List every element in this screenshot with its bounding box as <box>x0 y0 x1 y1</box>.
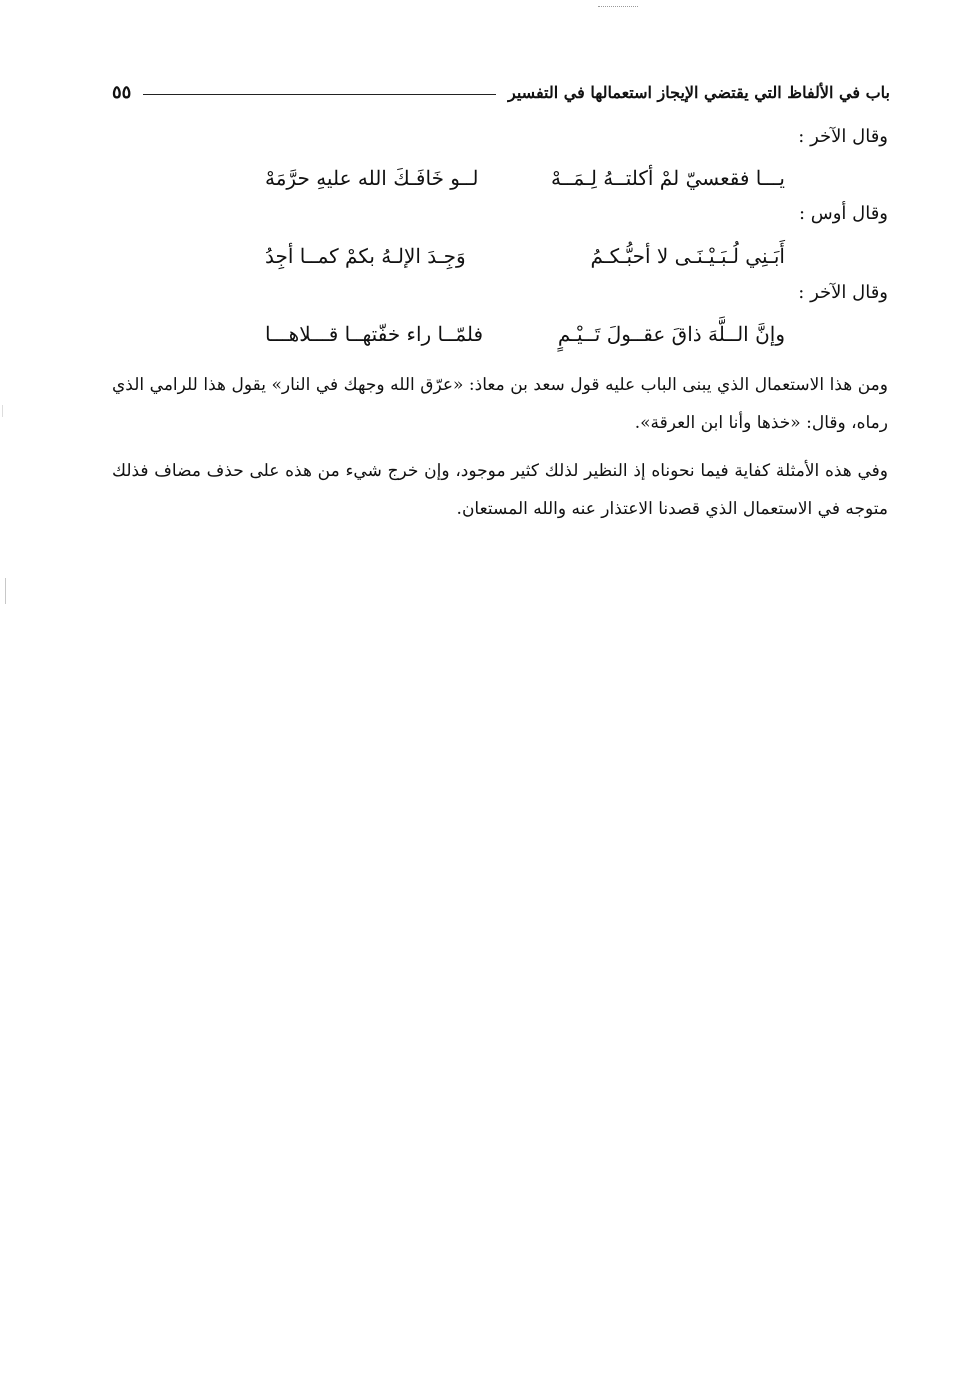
body-paragraph: ومن هذا الاستعمال الذي يبنى الباب عليه قول سعد بن معاذ: «عرّق الله وجهك في النار» يقول هذا للرامي الذي رماه، وقال: «خذها وأنا ابن العرقة». <box>112 375 888 433</box>
verse-second-hemistich: لــو خَافَـكَ الله عليهِ حرَّمَهْ <box>265 166 479 190</box>
verse-intro: وقال الآخر : <box>798 282 888 303</box>
verse-first-hemistich: يـــا فقعسيّ لمْ أكلتــهُ لِـمَــهْ <box>550 166 785 190</box>
verse-line <box>265 160 785 196</box>
running-header-title: باب في الألفاظ التي يقتضي الإيجاز استعمالها في التفسير <box>508 82 890 102</box>
body-paragraph: وفي هذه الأمثلة كفاية فيما نحوناه إذ النظير لذلك كثير موجود، وإن خرج شيء من هذه على حذف مضاف فذلك متوجه في الاستعمال الذي قصدنا الاعتذار عنه والله المستعان. <box>112 461 888 519</box>
verse-second-hemistich: فلمّــا راء خفّتهــا قـــلاهـــا <box>265 322 484 346</box>
verse-line <box>265 238 785 274</box>
verse-intro: وقال أوس : <box>798 203 888 224</box>
running-header <box>112 76 890 108</box>
verse-line <box>265 316 785 352</box>
scan-mark-top <box>598 6 638 7</box>
scan-mark-left-small <box>2 405 3 417</box>
verse-first-hemistich: وإنَّ الــلَّهَ ذاقَ عقــولَ تَــيْـمٍ <box>557 322 785 346</box>
verse-second-hemistich: وَجِـدَ الإلـهُ بكمْ كمــا أجِدُ <box>265 244 466 268</box>
scan-mark-left <box>5 578 6 604</box>
header-rule <box>143 94 496 95</box>
verse-intro: وقال الآخر : <box>798 126 888 147</box>
page-number: ٥٥ <box>112 81 132 103</box>
verse-first-hemistich: أَبَـنِي لُـبَـيْـنَـى لا أحبُّـكـمُ <box>590 244 785 268</box>
